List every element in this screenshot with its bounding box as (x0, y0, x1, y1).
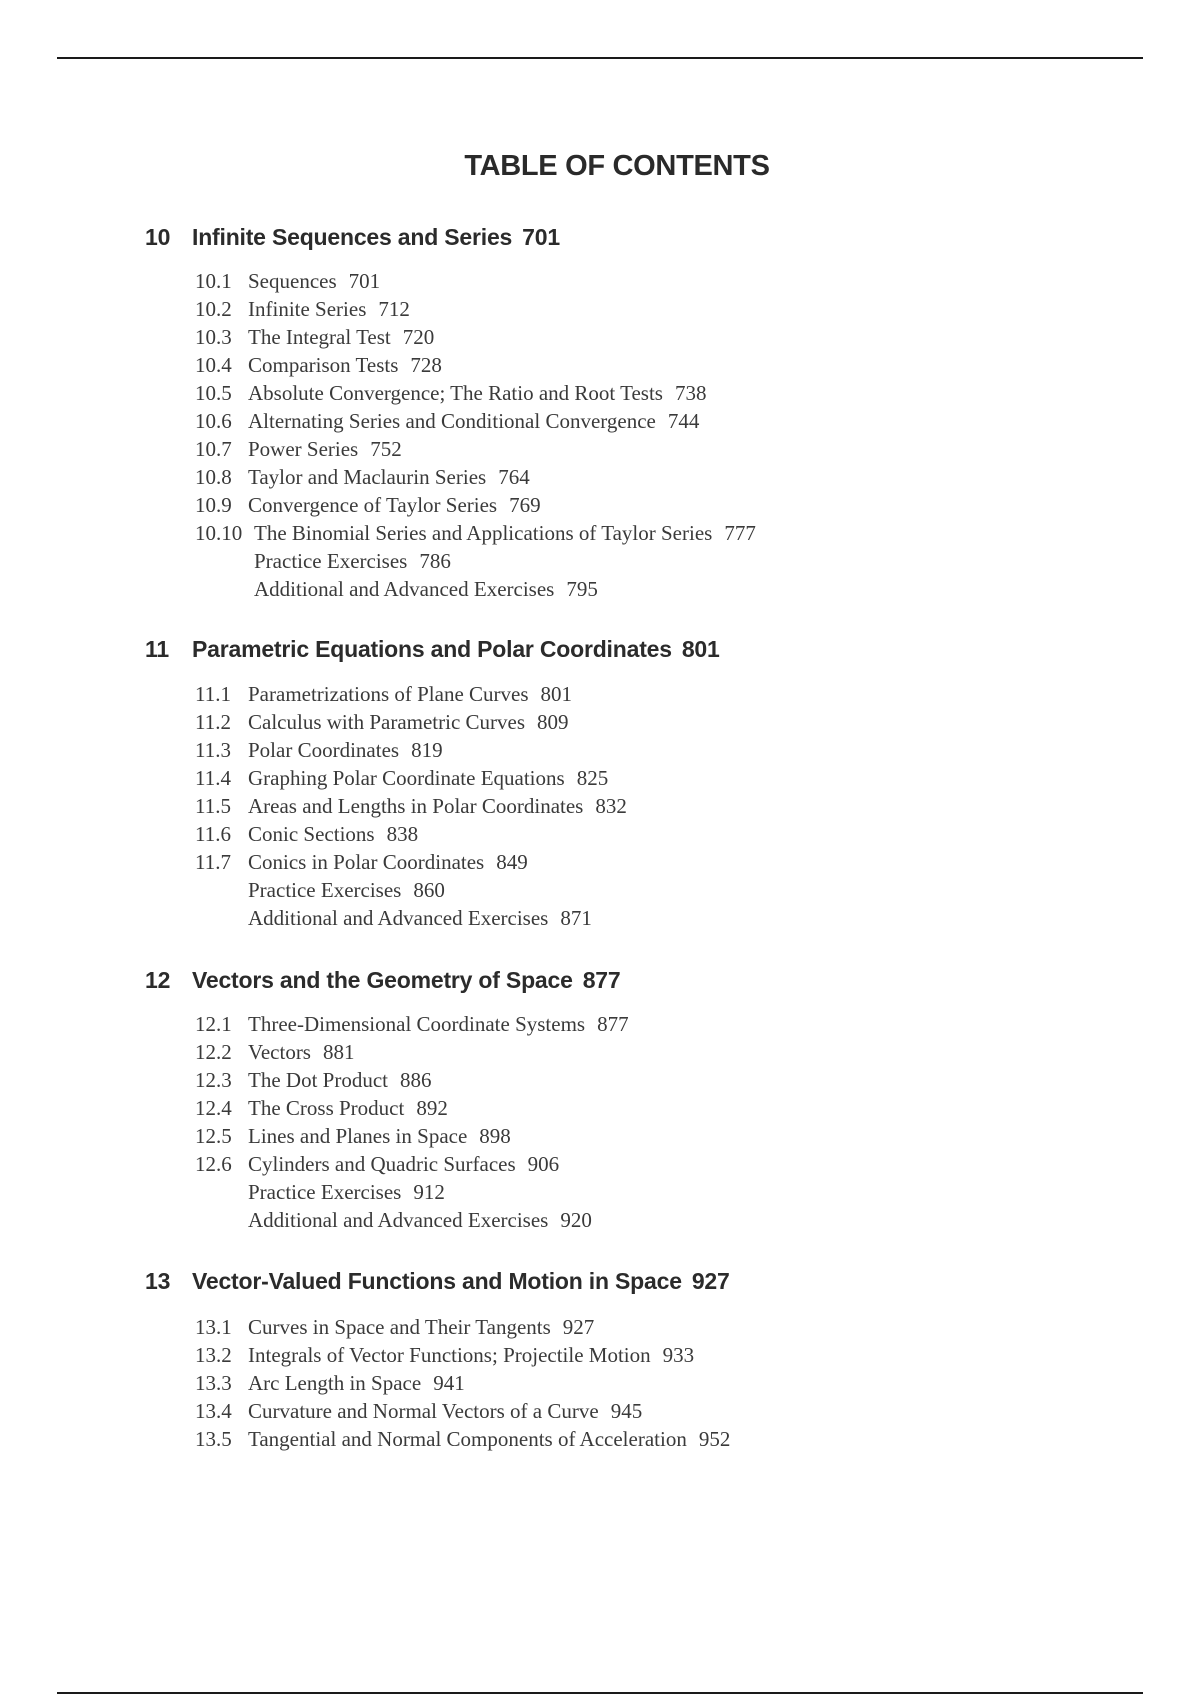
section-list-11 (195, 680, 627, 932)
section-page: 801 (540, 682, 573, 706)
section-page: 941 (433, 1371, 465, 1395)
toc-entry[interactable] (195, 519, 756, 547)
section-number: 12.6 (195, 1152, 232, 1176)
section-number: 11.4 (195, 766, 231, 790)
section-title: Practice Exercises (248, 1180, 402, 1204)
section-title: Taylor and Maclaurin Series (248, 465, 487, 489)
toc-entry[interactable] (195, 1038, 629, 1066)
chapter-page: 877 (582, 967, 621, 993)
section-number: 10.9 (195, 493, 232, 517)
section-number: 10.1 (195, 269, 232, 293)
section-title: Parametrizations of Plane Curves (248, 682, 529, 706)
section-page: 738 (674, 381, 707, 405)
toc-entry[interactable] (195, 1313, 730, 1341)
toc-entry[interactable] (195, 1122, 629, 1150)
toc-entry[interactable] (195, 764, 627, 792)
section-title: Integrals of Vector Functions; Projectile Motion (248, 1343, 651, 1367)
section-number: 10.8 (195, 465, 232, 489)
section-number: 13.2 (195, 1343, 232, 1367)
section-page: 877 (597, 1012, 629, 1036)
chapter-page: 701 (522, 224, 560, 250)
section-page: 920 (560, 1208, 592, 1232)
section-number: 11.6 (195, 822, 231, 846)
toc-entry[interactable] (195, 708, 627, 736)
section-number: 10.5 (195, 381, 232, 405)
chapter-title: Parametric Equations and Polar Coordinates (192, 636, 672, 662)
chapter-title: Vector-Valued Functions and Motion in Space (192, 1268, 682, 1294)
toc-entry[interactable] (195, 351, 756, 379)
chapter-title: Vectors and the Geometry of Space (192, 967, 573, 993)
section-title: Calculus with Parametric Curves (248, 710, 526, 734)
section-title: Tangential and Normal Components of Acceleration (248, 1427, 687, 1451)
section-title: The Binomial Series and Applications of Taylor Series (254, 521, 713, 545)
section-page: 819 (411, 738, 443, 762)
section-page: 906 (527, 1152, 560, 1176)
section-page: 701 (348, 269, 381, 293)
chapter-heading-11[interactable] (145, 636, 720, 663)
toc-entry[interactable] (195, 820, 627, 848)
section-page: 769 (509, 493, 541, 517)
section-title: Areas and Lengths in Polar Coordinates (248, 794, 584, 818)
section-title: Conics in Polar Coordinates (248, 850, 485, 874)
toc-entry[interactable] (195, 1341, 730, 1369)
toc-entry-additional[interactable] (195, 1206, 629, 1234)
section-page: 860 (413, 878, 445, 902)
section-number: 10.2 (195, 297, 232, 321)
section-number: 10.7 (195, 437, 232, 461)
section-page: 752 (370, 437, 402, 461)
section-page: 886 (399, 1068, 432, 1092)
chapter-number: 13 (145, 1268, 171, 1294)
toc-entry[interactable] (195, 680, 627, 708)
section-number: 12.4 (195, 1096, 232, 1120)
toc-entry[interactable] (195, 792, 627, 820)
section-page: 952 (698, 1427, 731, 1451)
section-page: 933 (662, 1343, 695, 1367)
chapter-heading-10[interactable] (145, 224, 560, 251)
chapter-title: Infinite Sequences and Series (192, 224, 513, 250)
section-title: Practice Exercises (254, 549, 408, 573)
chapter-number: 11 (145, 636, 169, 662)
section-page: 912 (413, 1180, 445, 1204)
toc-entry[interactable] (195, 267, 756, 295)
toc-entry[interactable] (195, 1066, 629, 1094)
section-number: 10.10 (195, 521, 243, 545)
page-title: TABLE OF CONTENTS (464, 150, 770, 182)
section-title: Vectors (248, 1040, 311, 1064)
section-page: 744 (667, 409, 700, 433)
section-page: 838 (386, 822, 419, 846)
section-title: Convergence of Taylor Series (248, 493, 498, 517)
section-title: Additional and Advanced Exercises (248, 906, 549, 930)
section-page: 728 (410, 353, 442, 377)
section-page: 777 (724, 521, 756, 545)
section-page: 712 (378, 297, 410, 321)
toc-entry[interactable] (195, 1369, 730, 1397)
section-page: 927 (562, 1315, 595, 1339)
section-title: The Dot Product (248, 1068, 388, 1092)
section-number: 10.6 (195, 409, 232, 433)
chapter-heading-12[interactable] (145, 967, 620, 994)
toc-entry[interactable] (195, 295, 756, 323)
toc-entry-practice[interactable] (195, 876, 627, 904)
toc-entry[interactable] (195, 1094, 629, 1122)
section-page: 898 (479, 1124, 511, 1148)
section-title: Cylinders and Quadric Surfaces (248, 1152, 516, 1176)
section-number: 10.4 (195, 353, 232, 377)
toc-entry[interactable] (195, 491, 756, 519)
section-title: Infinite Series (248, 297, 367, 321)
section-page: 871 (560, 906, 592, 930)
chapter-number: 12 (145, 967, 171, 993)
toc-entry-additional[interactable] (195, 904, 627, 932)
section-number: 12.5 (195, 1124, 232, 1148)
section-page: 809 (537, 710, 569, 734)
section-list-13 (195, 1313, 730, 1453)
section-title: Arc Length in Space (248, 1371, 422, 1395)
section-number: 13.1 (195, 1315, 232, 1339)
toc-entry[interactable] (195, 1150, 629, 1178)
toc-entry[interactable] (195, 1397, 730, 1425)
section-title: The Integral Test (248, 325, 391, 349)
toc-entry[interactable] (195, 407, 756, 435)
section-number: 13.3 (195, 1371, 232, 1395)
toc-entry[interactable] (195, 848, 627, 876)
bottom-rule (57, 1692, 1143, 1694)
section-number: 11.2 (195, 710, 231, 734)
section-number: 12.2 (195, 1040, 232, 1064)
section-page: 786 (419, 549, 451, 573)
section-title: Sequences (248, 269, 337, 293)
toc-entry[interactable] (195, 379, 756, 407)
section-number: 11.7 (195, 850, 231, 874)
section-title: Conic Sections (248, 822, 375, 846)
section-title: Curves in Space and Their Tangents (248, 1315, 551, 1339)
chapter-number: 10 (145, 224, 171, 250)
section-title: Curvature and Normal Vectors of a Curve (248, 1399, 599, 1423)
section-number: 11.1 (195, 682, 231, 706)
section-title: Additional and Advanced Exercises (254, 577, 555, 601)
section-title: Absolute Convergence; The Ratio and Root Tests (248, 381, 663, 405)
section-page: 892 (416, 1096, 448, 1120)
section-list-10 (195, 267, 756, 603)
section-page: 945 (610, 1399, 643, 1423)
toc-entry[interactable] (195, 323, 756, 351)
section-page: 881 (322, 1040, 355, 1064)
toc-entry-additional[interactable] (195, 575, 756, 603)
section-number: 11.3 (195, 738, 231, 762)
section-number: 13.4 (195, 1399, 232, 1423)
section-list-12 (195, 1010, 629, 1234)
toc-entry[interactable] (195, 1425, 730, 1453)
section-number: 12.3 (195, 1068, 232, 1092)
chapter-page: 927 (691, 1268, 730, 1294)
section-title: Polar Coordinates (248, 738, 400, 762)
toc-entry-practice[interactable] (195, 547, 756, 575)
section-page: 832 (595, 794, 627, 818)
toc-entry[interactable] (195, 1010, 629, 1038)
section-title: Alternating Series and Conditional Convergence (248, 409, 656, 433)
section-page: 825 (576, 766, 609, 790)
section-number: 10.3 (195, 325, 232, 349)
toc-entry[interactable] (195, 736, 627, 764)
section-title: The Cross Product (248, 1096, 405, 1120)
toc-entry[interactable] (195, 435, 756, 463)
section-title: Power Series (248, 437, 359, 461)
section-page: 849 (496, 850, 528, 874)
section-number: 12.1 (195, 1012, 232, 1036)
section-number: 13.5 (195, 1427, 232, 1451)
section-page: 764 (498, 465, 530, 489)
section-page: 720 (402, 325, 435, 349)
section-title: Comparison Tests (248, 353, 399, 377)
section-title: Additional and Advanced Exercises (248, 1208, 549, 1232)
section-title: Practice Exercises (248, 878, 402, 902)
chapter-page: 801 (681, 636, 720, 662)
section-number: 11.5 (195, 794, 231, 818)
section-title: Three-Dimensional Coordinate Systems (248, 1012, 586, 1036)
section-page: 795 (566, 577, 598, 601)
chapter-heading-13[interactable] (145, 1268, 730, 1295)
toc-entry[interactable] (195, 463, 756, 491)
section-title: Graphing Polar Coordinate Equations (248, 766, 565, 790)
section-title: Lines and Planes in Space (248, 1124, 468, 1148)
toc-entry-practice[interactable] (195, 1178, 629, 1206)
top-rule (57, 57, 1143, 59)
